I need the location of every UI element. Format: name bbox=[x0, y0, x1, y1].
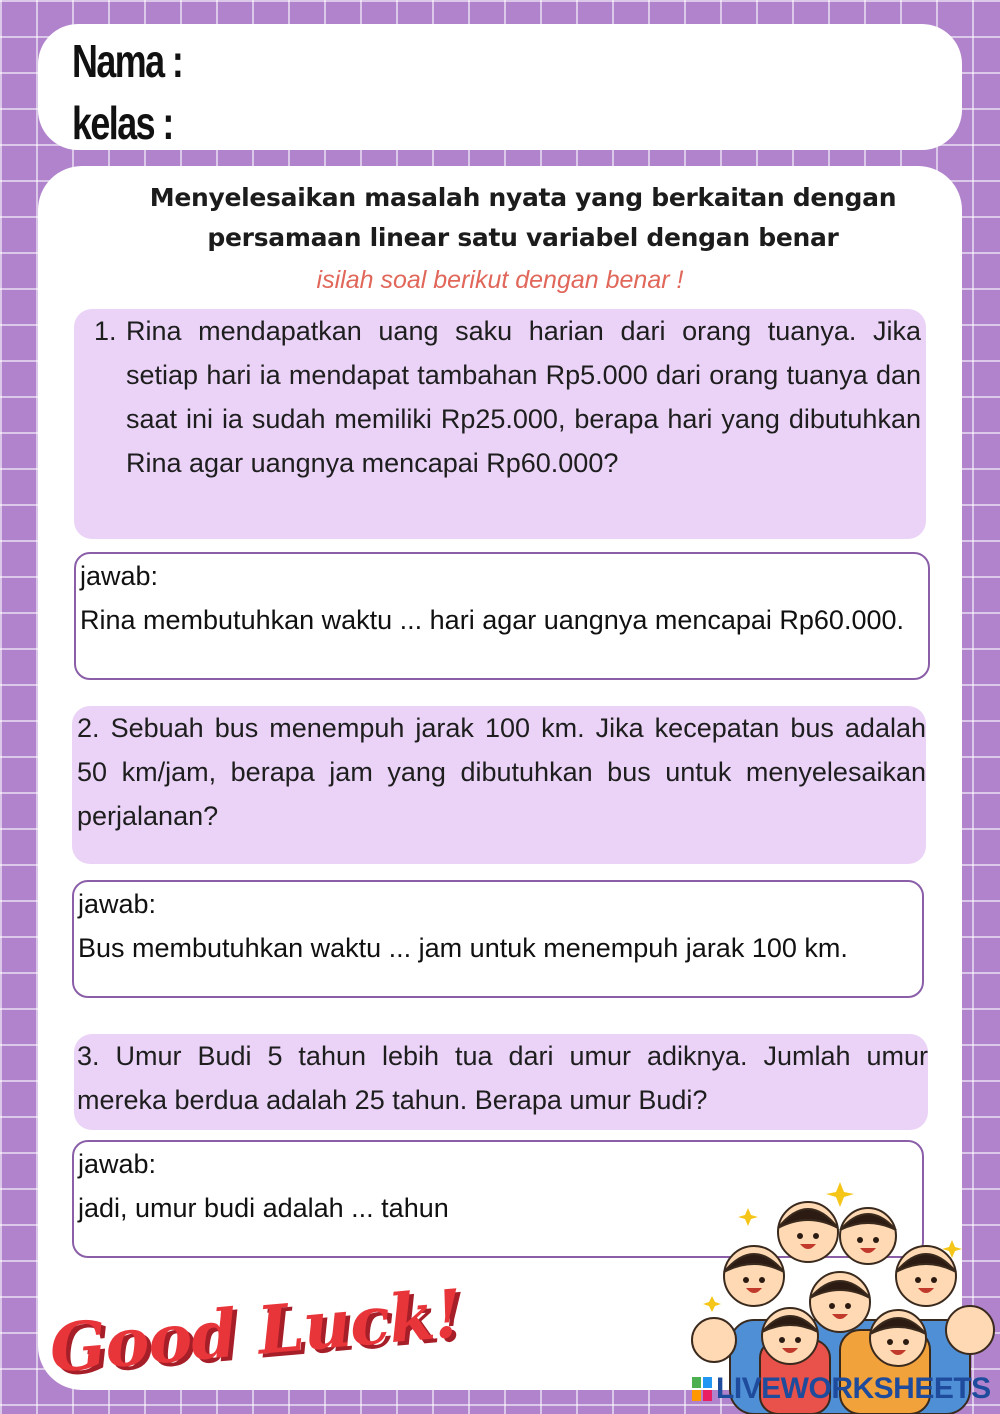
worksheet-title: Menyelesaikan masalah nyata yang berkaitan dengan persamaan linear satu variabel dengan benar bbox=[149, 183, 897, 252]
question-3-text: 3. Umur Budi 5 tahun lebih tua dari umur adiknya. Jumlah umur mereka berdua adalah 25 tahun. Berapa umur Budi? bbox=[77, 1041, 928, 1115]
question-2 bbox=[72, 706, 926, 864]
answer-3-label: jawab: bbox=[78, 1149, 157, 1179]
answer-box-2[interactable] bbox=[72, 880, 924, 998]
liveworksheets-logo-icon bbox=[692, 1377, 712, 1401]
question-1 bbox=[74, 309, 926, 539]
brand-name: LIVEWORKSHEETS bbox=[716, 1372, 991, 1405]
question-3 bbox=[74, 1034, 928, 1130]
answer-box-1[interactable] bbox=[74, 552, 930, 680]
question-1-text: Rina mendapatkan uang saku harian dari orang tuanya. Jika setiap hari ia mendapat tambahan Rp5.000 dari orang tuanya dan saat ini ia sudah memiliki Rp25.000, berapa hari yang dibutuhkan Rina agar uangnya mencapai Rp60.000? bbox=[126, 316, 921, 478]
answer-2-label: jawab: bbox=[78, 889, 157, 919]
answer-1-label: jawab: bbox=[80, 561, 159, 591]
answer-1-text: Rina membutuhkan waktu ... hari agar uangnya mencapai Rp60.000. bbox=[80, 605, 905, 635]
answer-2-text: Bus membutuhkan waktu ... jam untuk menempuh jarak 100 km. bbox=[78, 933, 848, 963]
name-label: Nama : bbox=[72, 35, 183, 87]
question-1-number: 1. bbox=[94, 316, 117, 346]
instruction-text: isilah soal berikut dengan benar ! bbox=[316, 266, 684, 294]
question-2-text: 2. Sebuah bus menempuh jarak 100 km. Jika kecepatan bus adalah 50 km/jam, berapa jam yang dibutuhkan bus untuk menyelesaikan perjalanan? bbox=[77, 713, 926, 831]
class-label: kelas : bbox=[72, 97, 173, 149]
answer-3-text: jadi, umur budi adalah ... tahun bbox=[78, 1193, 449, 1223]
liveworksheets-brand bbox=[692, 1372, 991, 1406]
header-card bbox=[38, 24, 962, 150]
good-luck-text: Good Luck! bbox=[46, 1274, 465, 1388]
